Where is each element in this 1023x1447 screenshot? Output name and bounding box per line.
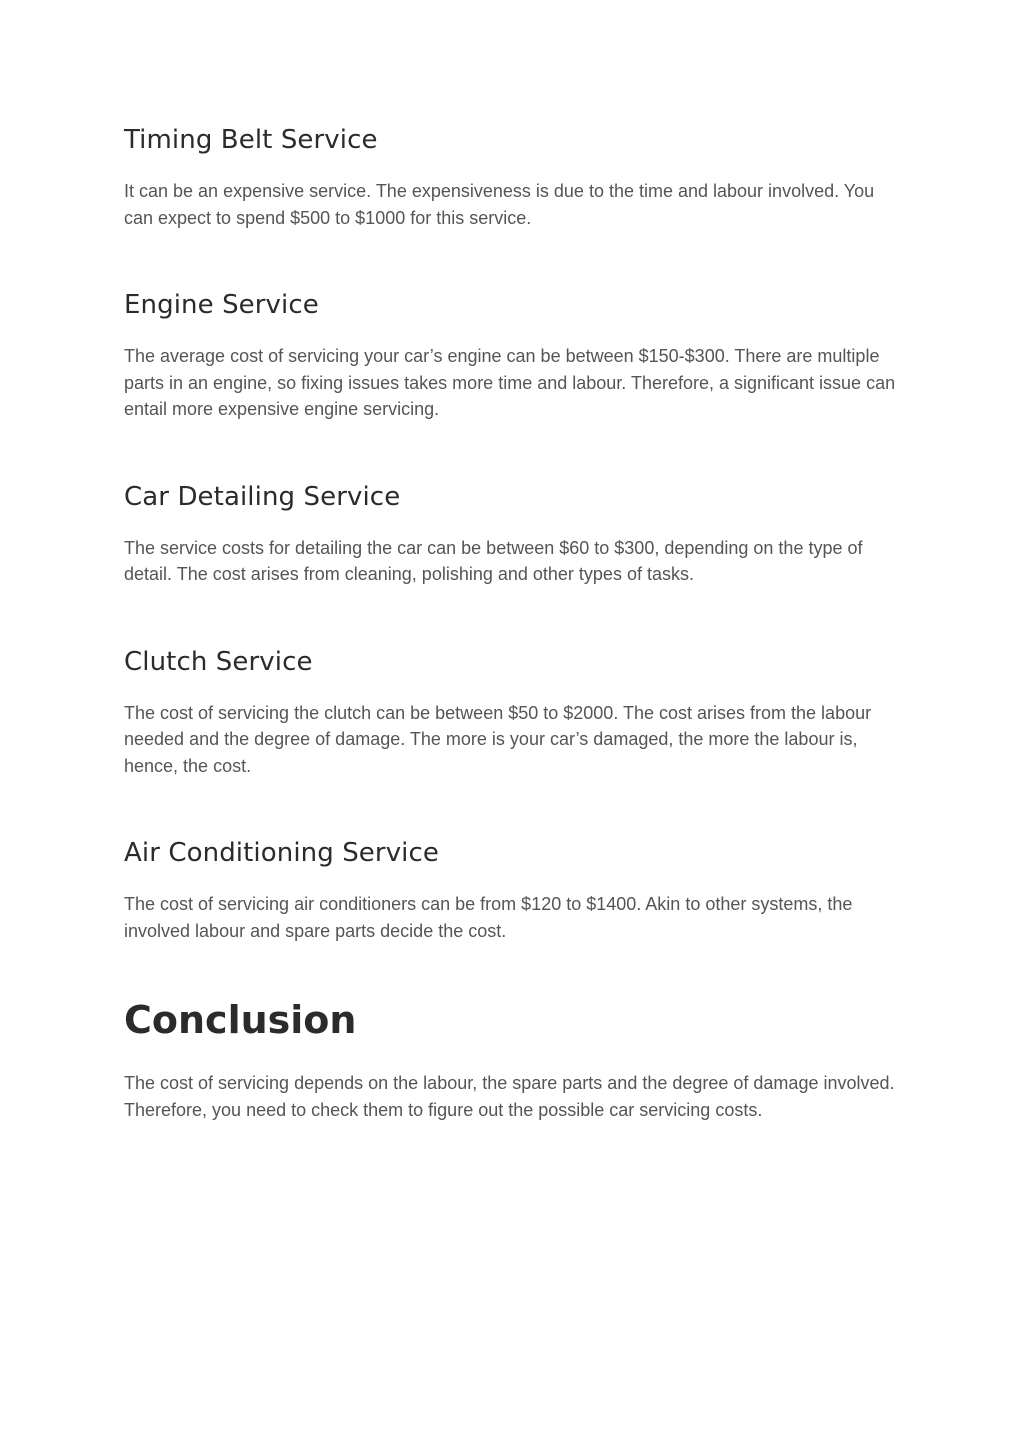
conclusion-body: The cost of servicing depends on the labour, the spare parts and the degree of damage involved. Therefore, you need to check them to figure out the possible car servicing costs. — [124, 1073, 895, 1120]
section-heading: Clutch Service — [124, 646, 313, 677]
section-car-detailing — [124, 477, 904, 588]
section-body: The cost of servicing air conditioners can be from $120 to $1400. Akin to other systems, the involved labour and spare parts decide the cost. — [124, 894, 853, 941]
section-heading: Air Conditioning Service — [124, 838, 439, 868]
section-body: The cost of servicing the clutch can be between $50 to $2000. The cost arises from the labour needed and the degree of damage. The more is your car’s damaged, the more the labour is, hence, the cost. — [124, 702, 872, 776]
section-body: It can be an expensive service. The expensiveness is due to the time and labour involved. You can expect to spend $500 to $1000 for this service. — [124, 181, 875, 228]
section-heading: Engine Service — [124, 290, 319, 320]
conclusion-section — [124, 992, 904, 1123]
document-page — [124, 120, 904, 1123]
section-engine — [124, 285, 904, 423]
section-body: The average cost of servicing your car’s engine can be between $150-$300. There are multiple parts in an engine, so fixing issues takes more time and labour. Therefore, a significant issue can entail more expensive engine servicing. — [124, 346, 896, 419]
section-air-conditioning — [124, 833, 904, 944]
section-heading: Car Detailing Service — [124, 481, 401, 512]
section-timing-belt — [124, 120, 904, 231]
section-body: The service costs for detailing the car can be between $60 to $300, depending on the type of detail. The cost arises from cleaning, polishing and other types of tasks. — [124, 537, 863, 584]
section-heading: Timing Belt Service — [124, 125, 378, 155]
section-clutch — [124, 642, 904, 780]
conclusion-heading: Conclusion — [124, 998, 357, 1042]
